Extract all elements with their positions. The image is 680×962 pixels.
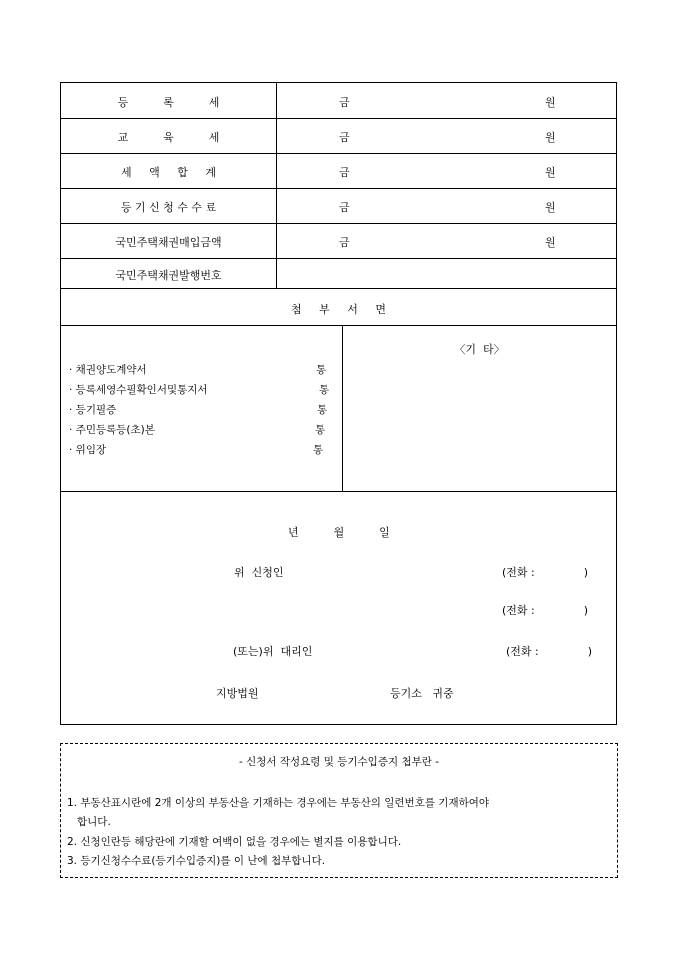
agent-phone: (전화 : ) xyxy=(506,645,592,658)
attachment-unit: 통 xyxy=(316,364,327,376)
fee-suffix: 원 xyxy=(545,96,556,109)
fee-prefix: 금 xyxy=(339,166,350,179)
other-title: 〈기 타〉 xyxy=(454,343,505,356)
applicant-phone: (전화 : ) xyxy=(502,566,588,579)
row-divider xyxy=(61,153,616,154)
notes-box xyxy=(60,743,618,878)
note-line: 3. 등기신청수수료(등기수입증지)를 이 난에 첩부합니다. xyxy=(67,855,326,867)
court-label: 지방법원 xyxy=(216,687,259,700)
attachment-item: · 등록세영수필확인서및통지서 xyxy=(69,384,208,396)
applicant-label: 위 신청인 xyxy=(234,566,284,579)
fee-prefix: 금 xyxy=(339,96,350,109)
application-form xyxy=(60,82,617,725)
fee-label-education-tax: 교 육 세 xyxy=(117,131,220,144)
registry-label: 등기소 귀중 xyxy=(390,687,454,700)
row-divider xyxy=(61,491,616,492)
note-line: 1. 부동산표시란에 2개 이상의 부동산을 기재하는 경우에는 부동산의 일련번호를 기재하여야 xyxy=(67,797,490,809)
row-divider xyxy=(61,288,616,289)
fee-suffix: 원 xyxy=(545,201,556,214)
attachment-item: · 위임장 xyxy=(69,444,107,456)
fee-prefix: 금 xyxy=(339,131,350,144)
notes-title: - 신청서 작성요령 및 등기수입증지 첩부란 - xyxy=(238,756,440,768)
attachment-unit: 통 xyxy=(313,444,324,456)
fee-prefix: 금 xyxy=(339,236,350,249)
fee-suffix: 원 xyxy=(545,236,556,249)
attachments-title: 첨 부 서 면 xyxy=(291,303,386,316)
fee-prefix: 금 xyxy=(339,201,350,214)
row-divider xyxy=(61,118,616,119)
fee-suffix: 원 xyxy=(545,131,556,144)
fee-suffix: 원 xyxy=(545,166,556,179)
fee-label-tax-total: 세 액 합 계 xyxy=(121,166,216,179)
row-divider xyxy=(61,188,616,189)
row-divider xyxy=(61,325,616,326)
attachment-item: · 주민등록등(초)본 xyxy=(69,424,155,436)
note-line: 합니다. xyxy=(67,816,111,828)
fee-label-registration-tax: 등 록 세 xyxy=(117,96,220,109)
attachment-item: · 채권양도계약서 xyxy=(69,364,147,376)
agent-label: (또는)위 대리인 xyxy=(233,645,313,658)
second-phone: (전화 : ) xyxy=(502,604,588,617)
fee-label-registration-fee: 등 기 신 청 수 수 료 xyxy=(120,201,217,214)
row-divider xyxy=(61,223,616,224)
attachment-item: · 등기필증 xyxy=(69,404,117,416)
attachment-unit: 통 xyxy=(315,424,326,436)
fee-label-bond-purchase: 국민주택채권매입금액 xyxy=(115,236,222,249)
date-line: 년 월 일 xyxy=(288,526,390,539)
attachment-unit: 통 xyxy=(319,384,330,396)
note-line: 2. 신청인란등 해당란에 기재할 여백이 없을 경우에는 별지를 이용합니다. xyxy=(67,836,402,848)
fee-label-bond-number: 국민주택채권발행번호 xyxy=(115,269,222,282)
row-divider xyxy=(61,258,616,259)
attachment-unit: 통 xyxy=(317,404,328,416)
